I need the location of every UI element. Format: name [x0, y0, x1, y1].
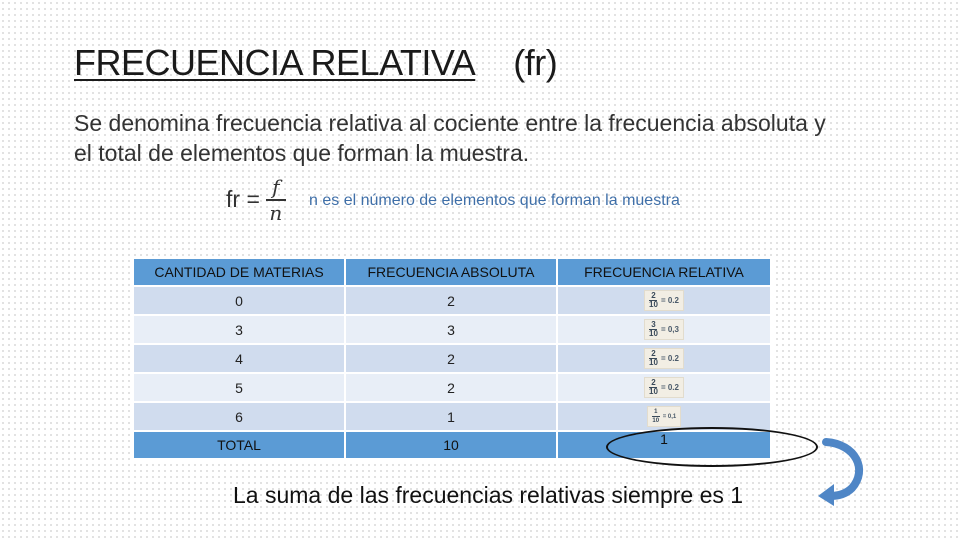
cell-cantidad: 4	[133, 344, 345, 373]
header-cantidad: CANTIDAD DE MATERIAS	[133, 258, 345, 286]
relative-frequency-image	[644, 290, 684, 311]
rel-value: = 0.2	[660, 296, 679, 305]
rel-numerator: 2	[651, 378, 656, 387]
cell-absoluta: 2	[345, 286, 557, 315]
slide-title	[74, 42, 557, 84]
cell-cantidad: 5	[133, 373, 345, 402]
table-header-row	[133, 258, 771, 286]
rel-denominator: 10	[649, 300, 658, 309]
formula-numerator: f	[272, 175, 280, 199]
cell-absoluta: 1	[345, 402, 557, 431]
cell-cantidad: 0	[133, 286, 345, 315]
rel-value: = 0,1	[662, 413, 677, 420]
highlight-ellipse	[606, 427, 818, 467]
cell-cantidad: 6	[133, 402, 345, 431]
relative-frequency-image	[644, 348, 684, 369]
curved-arrow-icon	[812, 436, 868, 508]
cell-relativa	[557, 315, 771, 344]
cell-relativa	[557, 402, 771, 431]
total-label: TOTAL	[133, 431, 345, 459]
formula	[226, 176, 286, 224]
formula-fraction	[266, 176, 286, 224]
rel-value: = 0.2	[660, 354, 679, 363]
rel-numerator: 1	[654, 409, 658, 415]
table-row	[133, 344, 771, 373]
cell-relativa	[557, 373, 771, 402]
cell-cantidad: 3	[133, 315, 345, 344]
cell-absoluta: 2	[345, 344, 557, 373]
table-row	[133, 373, 771, 402]
title-main: FRECUENCIA RELATIVA	[74, 42, 476, 83]
header-absoluta: FRECUENCIA ABSOLUTA	[345, 258, 557, 286]
relative-frequency-image	[647, 406, 682, 427]
rel-denominator: 10	[649, 387, 658, 396]
rel-value: = 0.2	[660, 383, 679, 392]
total-relativa: 1	[660, 431, 668, 447]
rel-numerator: 2	[651, 291, 656, 300]
cell-absoluta: 3	[345, 315, 557, 344]
rel-denominator: 10	[652, 418, 660, 424]
title-abbreviation: (fr)	[513, 42, 558, 83]
rel-numerator: 2	[651, 349, 656, 358]
rel-value: = 0,3	[660, 325, 679, 334]
table-row	[133, 402, 771, 431]
cell-absoluta: 2	[345, 373, 557, 402]
header-relativa: FRECUENCIA RELATIVA	[557, 258, 771, 286]
relative-frequency-image	[644, 319, 684, 340]
formula-lhs: fr =	[226, 186, 260, 213]
cell-relativa	[557, 344, 771, 373]
definition-text: Se denomina frecuencia relativa al cociente entre la frecuencia absoluta y el total de elementos que forman la muestra.	[74, 110, 826, 166]
rel-numerator: 3	[651, 320, 656, 329]
relative-frequency-image	[644, 377, 684, 398]
cell-relativa	[557, 286, 771, 315]
total-absoluta: 10	[345, 431, 557, 459]
conclusion-text: La suma de las frecuencias relativas siempre es 1	[233, 482, 744, 508]
rel-denominator: 10	[649, 329, 658, 338]
rel-denominator: 10	[649, 358, 658, 367]
formula-denominator: n	[269, 200, 283, 225]
formula-note: n es el número de elementos que forman la muestra	[309, 192, 680, 209]
table-row	[133, 315, 771, 344]
table-row	[133, 286, 771, 315]
